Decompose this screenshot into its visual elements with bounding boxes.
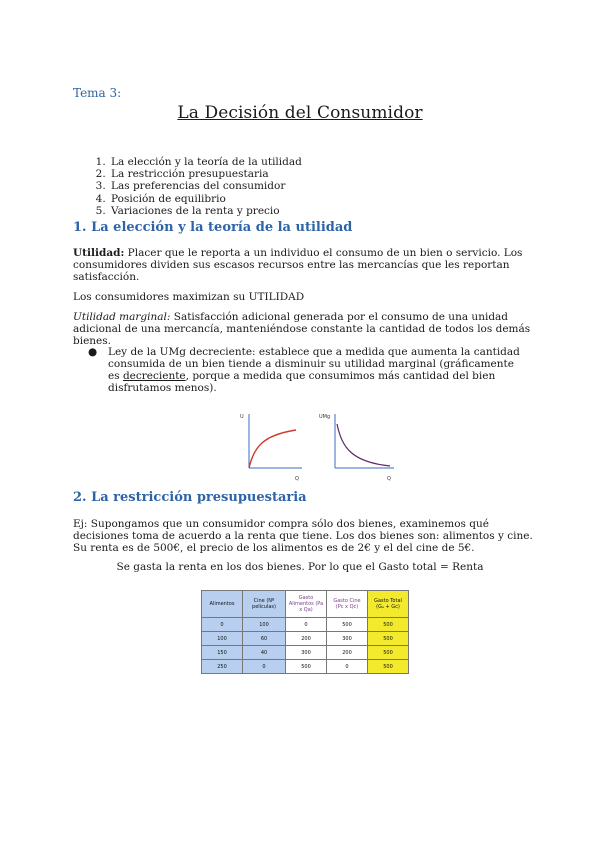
toc-item: 4. Posición de equilibrio [109, 193, 302, 205]
table-row [202, 618, 409, 632]
col-cine: Cine (Nº películas) [243, 591, 286, 618]
bullet-dot-icon: ● [88, 346, 98, 358]
umg-term: Utilidad marginal: [73, 311, 171, 323]
table-cell: 0 [327, 660, 368, 674]
table-cell: 500 [368, 646, 409, 660]
utilidad-definition: Placer que le reporta a un individuo el consumo de un bien o servicio. Los consumidores dividen sus escasos recursos entre las mercancías que les reportan satisfacción. [73, 247, 523, 283]
graph1-x-label: Q [295, 476, 299, 482]
table-cell: 200 [327, 646, 368, 660]
table-cell: 500 [286, 660, 327, 674]
col-gasto-total: Gasto Total (Gₐ + Gᴄ) [368, 591, 409, 618]
table-cell: 40 [243, 646, 286, 660]
table-cell: 500 [327, 618, 368, 632]
umg-definition: Satisfacción adicional generada por el consumo de una unidad adicional de una mercancía, manteniéndose constante la cantidad de todos los demás bienes. [73, 311, 531, 347]
maximize-paragraph: Los consumidores maximizan su UTILIDAD [73, 291, 305, 303]
section-1-heading: 1. La elección y la teoría de la utilidad [73, 220, 353, 235]
table-cell: 100 [202, 632, 243, 646]
table-cell: 500 [368, 632, 409, 646]
topic-number: Tema 3: [73, 86, 122, 100]
utilidad-term: Utilidad: [73, 247, 125, 259]
table-row [202, 660, 409, 674]
bullet-text-b: , porque a medida que consumimos más cantidad del bien disfrutamos menos). [108, 370, 496, 394]
decreciente-underline: decreciente [122, 370, 186, 382]
table-cell: 100 [243, 618, 286, 632]
toc-item: 1. La elección y la teoría de la utilidad [109, 156, 302, 168]
toc-item: 3. Las preferencias del consumidor [109, 180, 302, 192]
graph1-y-label: U [240, 414, 244, 420]
table-row [202, 632, 409, 646]
col-gasto-alimentos: Gasto Alimentos (Pa x Qa) [286, 591, 327, 618]
col-gasto-cine: Gasto Cine (Pc x Qc) [327, 591, 368, 618]
graph1-curve [249, 430, 296, 468]
section-2-heading: 2. La restricción presupuestaria [73, 490, 307, 505]
toc-item: 2. La restricción presupuestaria [109, 168, 302, 180]
table-cell: 500 [368, 660, 409, 674]
table-row [202, 646, 409, 660]
gasto-total-sentence: Se gasta la renta en los dos bienes. Por lo que el Gasto total = Renta [116, 561, 484, 573]
table-cell: 60 [243, 632, 286, 646]
bullet-text-a: Ley de la UMg decreciente: establece que a medida que aumenta la cantidad consumida de un bien tiende a disminuir su utilidad marginal (gráficamente es [108, 346, 520, 382]
utility-graphs [234, 410, 414, 486]
table-header-row [202, 591, 409, 618]
table-cell: 300 [327, 632, 368, 646]
table-cell: 300 [286, 646, 327, 660]
utility-graphs-svg [234, 410, 414, 486]
graph2-x-label: Q [387, 476, 391, 482]
page-title [0, 103, 600, 123]
table-cell: 150 [202, 646, 243, 660]
graph2-curve [337, 424, 390, 466]
graph2-y-label: UMg [319, 414, 331, 420]
table-cell: 0 [243, 660, 286, 674]
page-title-text: La Decisión del Consumidor [177, 103, 423, 123]
table-cell: 0 [202, 618, 243, 632]
umg-paragraph [73, 311, 533, 347]
table-cell: 200 [286, 632, 327, 646]
table-cell: 500 [368, 618, 409, 632]
table-cell: 250 [202, 660, 243, 674]
bullet-text [108, 346, 528, 394]
utilidad-paragraph [73, 247, 533, 283]
table-cell: 0 [286, 618, 327, 632]
toc-item: 5. Variaciones de la renta y precio [109, 205, 302, 217]
table-of-contents [88, 156, 302, 217]
col-alimentos: Alimentos [202, 591, 243, 618]
budget-table [201, 590, 409, 674]
example-paragraph: Ej: Supongamos que un consumidor compra sólo dos bienes, examinemos qué decisiones toma de acuerdo a la renta que tiene. Los dos bienes son: alimentos y cine. Su renta es de 500€, el precio de los alimentos es de 2€ y el del cine de 5€. [73, 518, 533, 554]
